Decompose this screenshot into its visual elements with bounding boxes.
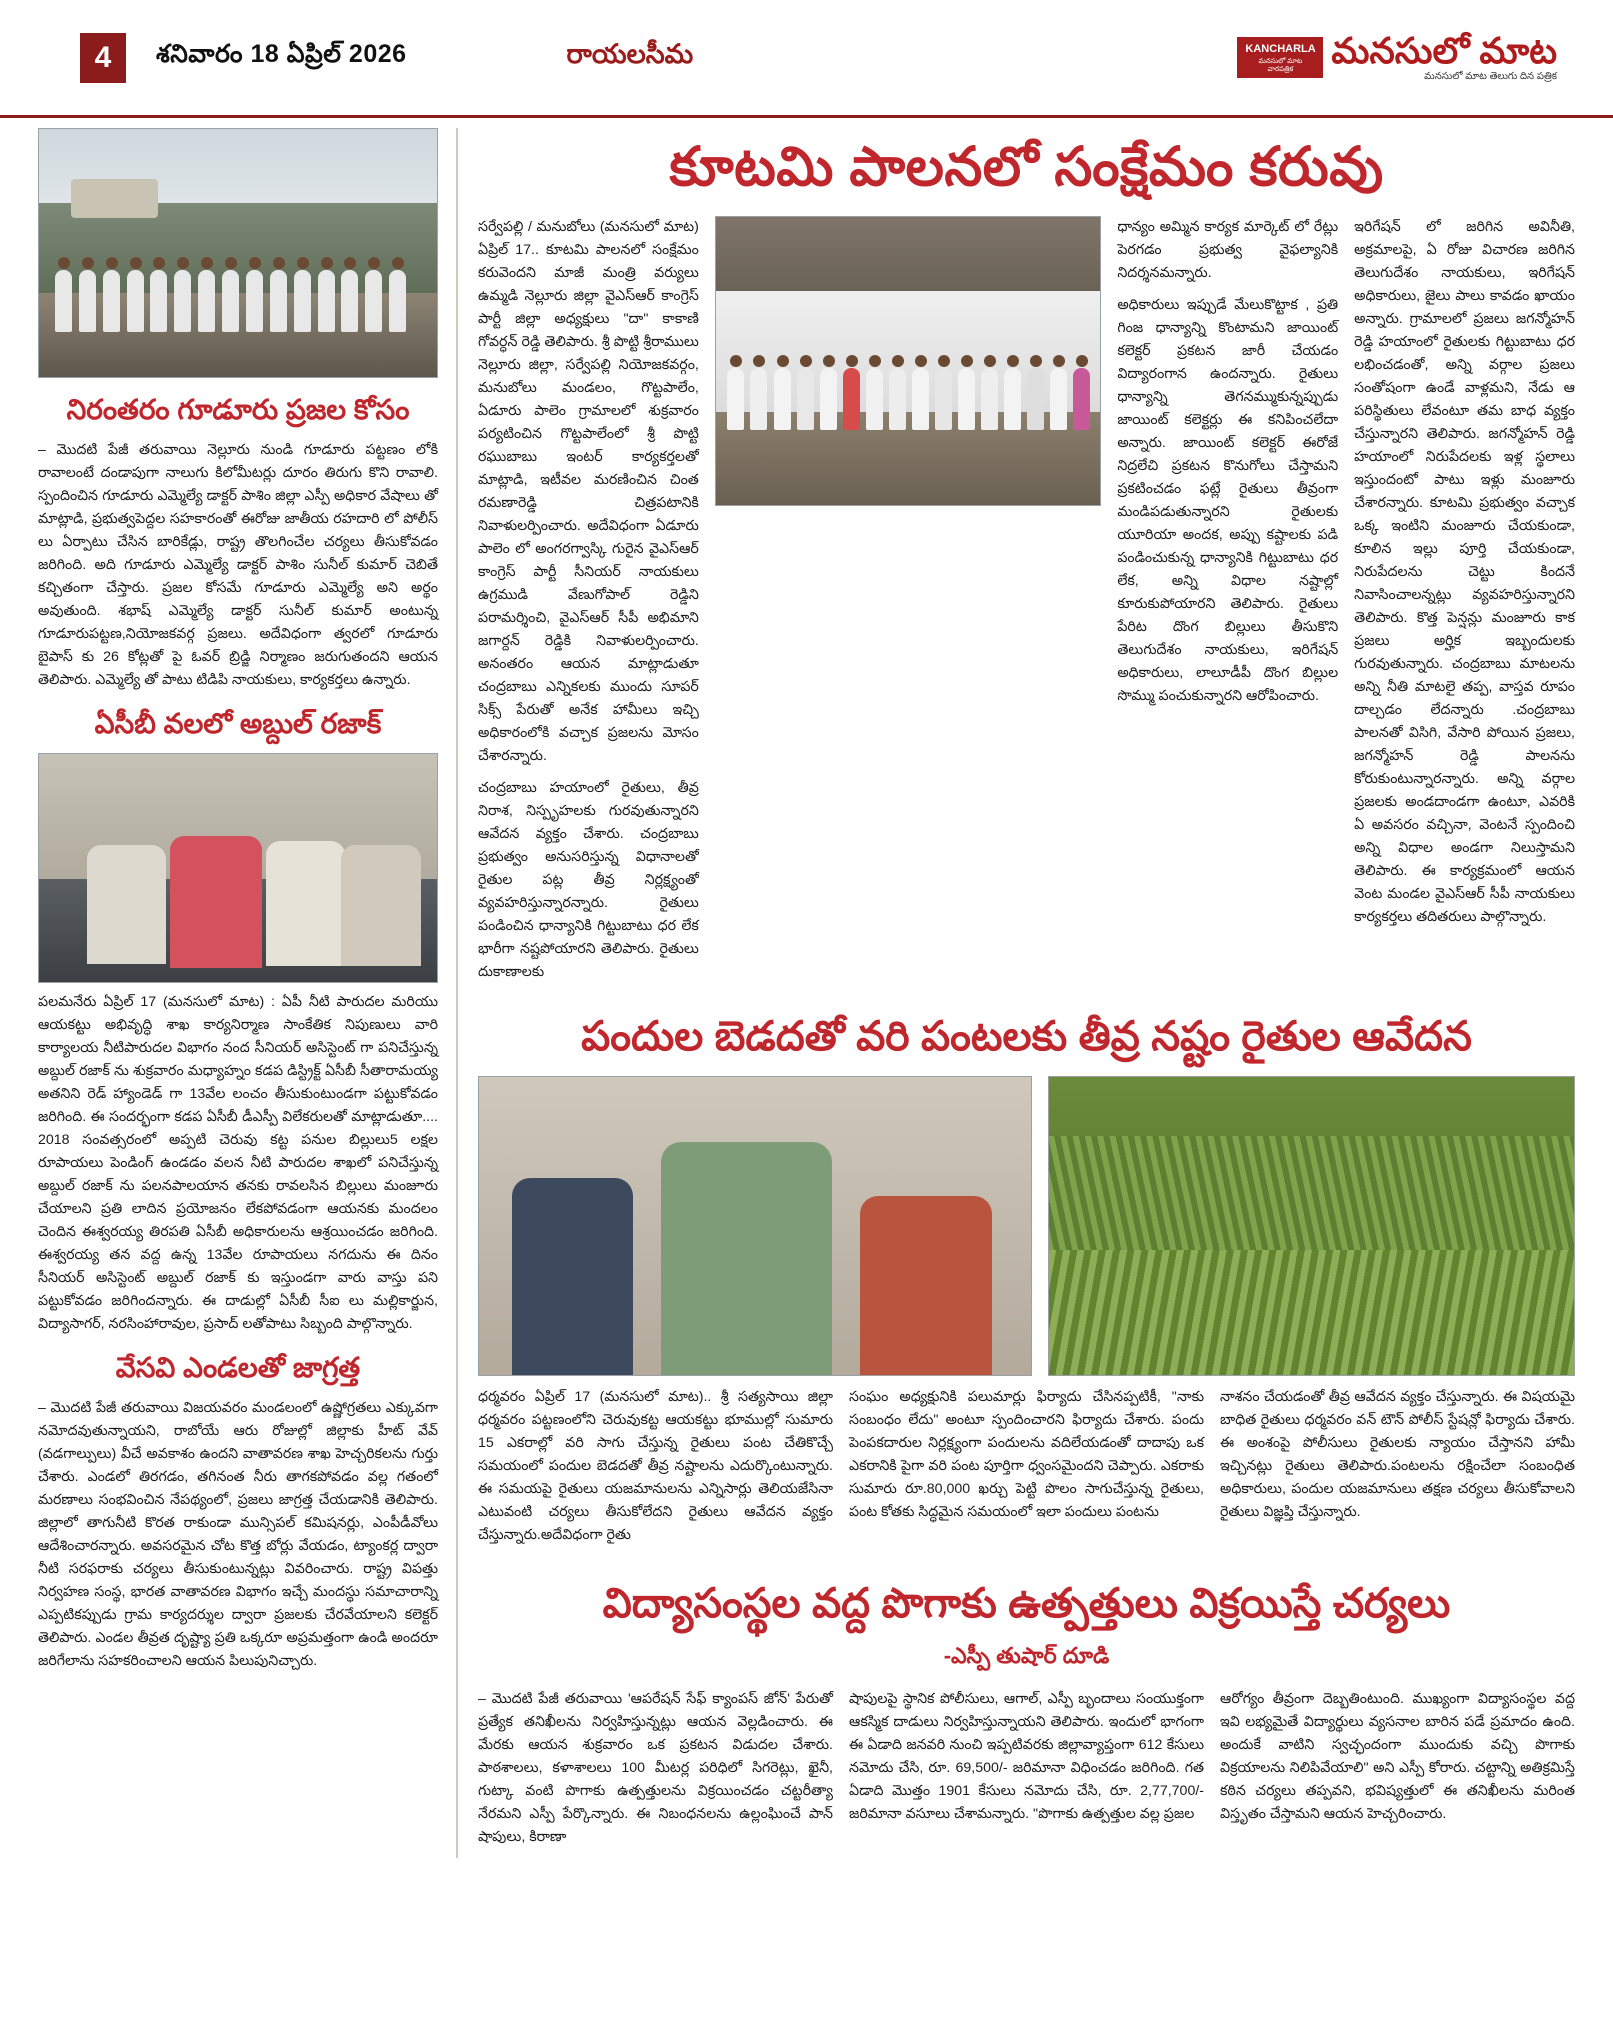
crops-photos (478, 1076, 1575, 1376)
article-crops-p1: ధర్మవరం ఏప్రిల్ 17 (మనసులో మాట).. శ్రీ సత్యసాయి జిల్లా ధర్మవరం పట్టణంలోని చెరువుకట్ట ఆయకట్టు భూముల్లో సుమారు 15 ఎకరాల్లో వరి సాగు చేస్తున్న రైతులు పంట చేతికొచ్చే సమయంలో పందుల బెడదతో తీవ్ర నష్టాలను ఎదుర్కొంటున్నారు. ఈ సమయపై రైతులు యజమానులను ఎన్నిసార్లు తెలియజేసినా ఎటువంటి చర్యలు తీసుకోలేదని రైతులు ఆవేదన వ్యక్తం చేస్తున్నారు.అదేవిధంగా రైతు (478, 1388, 833, 1543)
logo-brand-sub: మనసులో మాట వారపత్రిక (1258, 57, 1303, 73)
article-crops-p3: నాశనం చేయడంతో తీవ్ర ఆవేదన వ్యక్తం చేస్తున్నారు. ఈ విషయమై బాధిత రైతులు ధర్మవరం వన్ టౌన్ పోలీస్ స్టేషన్లో ఫిర్యాదు చేశారు. ఈ అంశంపై పోలీసులు రైతులకు న్యాయం చేస్తానని హామీ ఇచ్చినట్లు రైతులు తెలిపారు.పంటలను రక్షించేలా సంబంధిత అధికారులు, పందుల యజమానులు తక్షణ చర్యలు తీసుకోవాలని రైతులు విజ్ఞప్తి చేస్తున్నారు. (1220, 1388, 1575, 1520)
logo-badge (1237, 37, 1323, 78)
masthead (0, 0, 1613, 118)
edition-name: రాయలసీమ (566, 38, 694, 69)
photo-damaged-paddy (1048, 1076, 1575, 1376)
article-summer-heat-body: – మొదటి పేజీ తరువాయి విజయవరం మండలంలో ఉష్ణోగ్రతలు ఎక్కువగా నమోదవుతున్నాయని, రాబోయే ఆరు రోజుల్లో జిల్లాకు హీట్ వేవ్ (వడగాల్పులు) వీచే అవకాశం ఉందని వాతావరణ శాఖ హెచ్చరికలను గుర్తు చేశారు. ఎండలో తిరగడం, తగినంత నీరు తాగకపోవడం వల్ల గతంలో మరణాలు సంభవించిన నేపథ్యంలో, ప్రజలు జాగ్రత్త చేయడానికి తెలిపారు. జిల్లాలో తాగునీటి కొరత రాకుండా మున్సిపల్ కమిషనర్లు, ఎంపీడీవోలు ఆదేశించారన్నారు. అవసరమైన చోట కొత్త బోర్లు వేయడం, ట్యాంకర్ల ద్వారా నీటి సరఫరాకు చర్యలు తీసుకుంటున్నట్లు వివరించారు. రాష్ట్ర విపత్తు నిర్వహణ సంస్థ, భారత వాతావరణ విభాగం ఇచ్చే మందస్థు సమాచారాన్ని ఎప్పటికప్పుడు గ్రామ కార్యదర్శుల ద్వారా ప్రజలకు చేరవేయాలని కలెక్టర్ తెలిపారు. ఎండల తీవ్రత దృష్ట్యా ప్రతి ఒక్కరూ అప్రమత్తంగా ఉండి అందరూ జరిగేలాను సహకరించాలని ఆయన పిలుపునిచ్చారు. (38, 1400, 438, 1669)
right-column (458, 128, 1575, 1858)
logo-title-sub: మనసులో మాట తెలుగు దిన పత్రిక (1424, 71, 1557, 82)
article-main-p5: ఇరిగేషన్ లో జరిగిన అవినీతి, అక్రమాలపై, ఏ రోజు విచారణ జరిగిన తెలుగుదేశం నాయకులు, ఇరిగేషన్ అధికారులు, జైలు పాలు కావడం ఖాయం అన్నారు. గ్రామాలలో ప్రజలు జగన్మోహన్ రెడ్డి హయాంలో రైతులకు గిట్టుబాటు ధర లభించడంతో, అన్ని వర్గాల ప్రజలు సంతోషంగా ఉండే వాళ్లమని, నేడు ఆ పరిస్థితులు లేవంటూ తమ బాధ వ్యక్తం చేస్తున్నారని తెలిపారు. జగన్మోహన్ రెడ్డి హయాంలో నిరుపేదలకు ఇళ్ల స్థలాలు ఇస్తుందంటో పాటు ఇళ్లు మంజూరు చేశారన్నారు. కూటమి ప్రభుత్వం వచ్చాక ఒక్క ఇంటిని మంజూరు చేయకుండా, కూలిన ఇల్లు పూర్తి చేయకుండా, నిరుపేదలను చెట్టు కిందనే నివాసించాలన్నట్లు వ్యవహరిస్తున్నారని తెలిపారు. కొత్త పెన్షన్లు మంజూరు కాక ప్రజలు అర్హిక ఇబ్బందులకు గురవుతున్నారు. చంద్రబాబు మాటలను అన్ని నీతి మాటలై తప్ప, వాస్తవ రూపం దాల్చడం లేదన్నారు .చంద్రబాబు పాలనతో విసిగి, వేసారి పోయిన ప్రజలు, జగన్మోహన్ రెడ్డి పాలనను కోరుకుంటున్నారన్నారు. అన్ని వర్గాల ప్రజలకు అండదాండగా ఉంటూ, ఎవరికి ఏ అవసరం వచ్చినా, వెంటనే స్పందించి అన్ని విధాల అండగా నిలుస్తామని తెలిపారు. ఈ కార్యక్రమంలో ఆయన వెంట మండల వైఎస్ఆర్ సీపీ నాయకులు కార్యకర్తలు తదితరులు పాల్గొన్నారు. (1354, 218, 1575, 925)
newspaper-logo (1237, 30, 1557, 82)
article-acb-body: పలమనేరు ఏప్రిల్ 17 (మనసులో మాట) : ఏపీ నీటి పారుదల మరియు ఆయకట్టు అభివృద్ధి శాఖ కార్యనిర్మాణ సాంకేతిక నిపుణులు వారి కార్యాలయ నీటిపారుదల విభాగం నంద సీనియర్ అసిస్టెంట్ గా పనిచేస్తున్న అబ్దుల్ రజాక్ ను శుక్రవారం మధ్యాహ్నం కడప డిస్ట్రిక్ట్ ఏసీబీ సీతారామయ్య అతనిని రెడ్ హ్యాండెడ్ గా 13వేల లంచం తీసుకుంటుండగా పట్టుకోవడం జరిగింది. ఈ సందర్భంగా కడప ఏసీబీ డీఎస్పీ విలేకరులతో మాట్లాడుతూ.... 2018 సంవత్సరంలో అప్పటి చెరువు కట్ట పనుల బిల్లులు5 లక్షల రూపాయలు పెండింగ్ ఉండడం వలన నీటి పారుదల శాఖలో పనిచేస్తున్న అబ్దుల్ రజాక్ ను పలనపాలయాన తనకు రావలసిన బిల్లులు మంజూరు చేయాలని ప్రతి లాదిన ప్రయోజనం లేకపోవడంగా ఆయనకు మందలం చెందిన ఈశ్వరయ్య తిరపతి ఏసీబీ అధికారులను ఆశ్రయించడం జరిగింది. ఈశ్వరయ్య తన వద్ద ఉన్న 13వేల రూపాయలు నగదును ఈ దినం సీనియర్ అసిస్టెంట్ అబ్దుల్ రజాక్ కు ఇస్తుండగా వారు వాస్తు పని పట్టుకోవడం జరిగిందన్నారు. ఈ దాడుల్లో ఏసీబీ సీఐ లు మల్లికార్జున, విద్యాసాగర్, నరసింహారావుల, ప్రసాద్ లతోపాటు సిబ్బంది పాల్గొన్నారు. (38, 994, 438, 1332)
page-content (0, 118, 1613, 1878)
article-main-col1 (478, 216, 699, 993)
article-gudur-body: – మొదటి పేజీ తరువాయి నెల్లూరు నుండి గూడూరు పట్టణం లోకి రావాలంటే దండాపుగా నాలుగు కిలోమీటర్లు దూరం తిరుగు కొని రావాలి. స్పందించిన గూడూరు ఎమ్మెల్యే డాక్టర్ పాశిం జిల్లా ఎస్పీ అధికార వేషాలు తో మాట్లాడి, ప్రభుత్వపెద్దల సహకారంతో ఈరోజు జాతీయ రహదారి లో పోలీస్ లు ఏర్పాటు చేసిన బారికేడ్లు, రాష్ట్ర తొలగించేల చర్యలు తీసుకోవడం జరిగింది. అది గూడూరు ఎమ్మెల్యే డాక్టర్ పాశిం సునీల్ కుమార్ చెబితే కచ్చితంగా చేస్తారు. ప్రజల కోసమే గూడూరు ఎమ్మెల్యే అని అర్థం అవుతుంది. శభాష్ ఎమ్మెల్యే డాక్టర్ సునీల్ కుమార్ అంటున్న గూడూరుపట్టణ,నియోజకవర్గ ప్రజలు. అదేవిధంగా త్వరలో గూడూరు బైపాస్ కు 26 కోట్లతో పై ఓవర్ బ్రిడ్జి నిర్మాణం జరుగుతందని ఆయన తెలిపారు. ఎమ్మెల్యే తో పాటు టిడిపి నాయకులు, కార్యకర్తలు ఉన్నారు. (38, 442, 438, 688)
article-crops-p2: సంఘం అధ్యక్షునికి పలుమార్లు ఫిర్యాదు చేసినప్పటికీ, "నాకు సంబంధం లేదు" అంటూ స్పందించారని ఫిర్యాదు చేశారు. పందు పెంపకదారుల నిర్లక్ష్యంగా పందులను వదిలేయడంతో దాదాపు ఒక ఎకరానికి పైగా వరి పంట పూర్తిగా ధ్వంసమైందని చెప్పారు. ఎకరాకు సుమారు రూ.80,000 ఖర్చు పెట్టి పొలం సాగుచేస్తున్న రైతులు, పంట కోతకు సిద్ధమైన సమయంలో ఇలా పందులు పంటను (849, 1388, 1204, 1520)
logo-title: మనసులో మాట (1331, 30, 1557, 71)
article-main-col3 (1117, 216, 1338, 993)
headline-acb: ఏసీబీ వలలో అబ్దుల్ రజాక్ (94, 708, 382, 739)
photo-gudur-road (38, 128, 438, 378)
article-tobacco-col1 (478, 1688, 833, 1858)
article-tobacco-p1: – మొదటి పేజీ తరువాయి 'ఆపరేషన్ సేఫ్ క్యాంపస్ జోన్' పేరుతో ప్రత్యేక తనిఖీలను నిర్వహిస్తున్నట్లు ఆయన వెల్లడించారు. ఈ మేరకు ఆయన శుక్రవారం ఒక ప్రకటన విడుదల చేశారు. పాఠశాలలు, కళాశాలలు 100 మీటర్ల పరిధిలో సిగరెట్లు, ఖైనీ, గుట్కా వంటి పొగాకు ఉత్పత్తులను విక్రయించడం చట్టరీత్యా నేరమని ఎస్పీ పేర్కొన్నారు. ఈ నిబంధనలను ఉల్లంఘించే పాన్ షాపులు, కిరాణా (478, 1691, 833, 1845)
article-crops-col2 (849, 1386, 1204, 1556)
article-main (478, 216, 1575, 993)
article-main-col4 (1354, 216, 1575, 993)
article-tobacco-p3: ఆరోగ్యం తీవ్రంగా దెబ్బతింటుంది. ముఖ్యంగా విద్యాసంస్థల వద్ద ఇవి లభ్యమైతే విద్యార్థులు వ్యసనాల బారిన పడే ప్రమాదం ఉంది. అందుకే వాటిని స్వచ్ఛందంగా ముందుకు వచ్చి పొగాకు విక్రయాలను నిలిపివేయాలి" అని ఎస్పీ కోరారు. చట్టాన్ని అతిక్రమిస్తే కఠిన చర్యలు తప్పవని, భవిష్యత్తులో ఈ తనిఖీలను మరింత విస్తృతం చేస్తామని ఆయన హెచ్చరించారు. (1220, 1691, 1575, 1822)
photo-ysrcp-meeting (715, 216, 1101, 506)
headline-main-article: కూటమి పాలనలో సంక్షేమం కరువు (669, 137, 1384, 197)
article-tobacco (478, 1688, 1575, 1858)
headline-gudur: నిరంతరం గూడూరు ప్రజల కోసం (66, 394, 410, 425)
logo-title-wrap (1331, 30, 1557, 82)
headline-tobacco-article: విద్యాసంస్థల వద్ద పొగాకు ఉత్పత్తులు విక్రయిస్తే చర్యలు (602, 1579, 1451, 1626)
left-column (38, 128, 458, 1858)
article-tobacco-col2 (849, 1688, 1204, 1858)
article-crops (478, 1386, 1575, 1556)
headline-crops-article: పందుల బెడదతో వరి పంటలకు తీవ్ర నష్టం రైతుల ఆవేదన (581, 1012, 1472, 1059)
logo-brand: KANCHARLA (1245, 43, 1316, 56)
article-main-p4: అధికారులు ఇప్పుడే మేలుకొట్టాక , ప్రతి గింజ ధాన్యాన్ని కొంటామని జాయింట్ కలెక్టర్ ప్రకటన జారీ చేయడం విద్యారంగాన ఉందన్నారు. రైతులు ధాన్యాన్ని తెగనమ్ముకున్నప్పుడు జాయింట్ కలెక్టర్లు ఈ కనిపించలేదా అన్నారు. జాయింట్ కలెక్టర్ ఈరోజే నిద్రలేచి ప్రకటన కొనుగోలు చేస్తామని ప్రకటించడం ఫట్లే రైతులు తీవ్రంగా మండిపడుతున్నారని రైతులకు యూరియా అందక, అప్పు కష్టాలకు పడి పండించుకున్న ధాన్యానికి గిట్టుబాటు ధర లేక, అన్ని విధాల నష్టాల్లో కూరుకుపోయారని తెలిపారు. రైతులు పేరిట దొంగ బిల్లులు తీసుకొని తెలుగుదేశం నాయకులు, ఇరిగేషన్ అధికారులు, లాలూడీపీ దొంగ బిల్లుల సొమ్ము పంచుకున్నారని ఆరోపించారు. (1117, 296, 1339, 704)
article-crops-col3 (1220, 1386, 1575, 1556)
photo-farmer-family (478, 1076, 1032, 1376)
photo-people-group (39, 213, 437, 332)
article-tobacco-col3 (1220, 1688, 1575, 1858)
headline-summer-heat: వేసవి ఎండలతో జాగ్రత్త (115, 1352, 361, 1383)
article-crops-col1 (478, 1386, 833, 1556)
byline-tobacco-article: -ఎస్పీ తుషార్ దూడి (943, 1643, 1110, 1668)
article-tobacco-p2: షాపులపై స్థానిక పోలీసులు, ఆగాల్, ఎస్పీ బృందాలు సంయుక్తంగా ఆకస్మిక దాడులు నిర్వహిస్తున్నాయని తెలిపారు. ఇందులో భాగంగా ఈ ఏడాది జనవరి నుంచి ఇప్పటివరకు జిల్లావ్యాప్తంగా 612 కేసులు నమోదు చేసి, రూ. 69,500/- జరిమానా విధించడం జరిగింది. గత ఏడాది మొత్తం 1901 కేసులు నమోదు చేసి, రూ. 2,77,700/- జరిమానా వసూలు చేశామన్నారు. "పొగాకు ఉత్పత్తుల వల్ల ప్రజల (849, 1691, 1204, 1822)
article-main-col2 (715, 216, 1101, 993)
publication-date: శనివారం 18 ఏప్రిల్ 2026 (156, 40, 407, 68)
page-number: 4 (80, 33, 126, 83)
photo-acb-arrest (38, 753, 438, 983)
article-main-p1: సర్వేపల్లి / మనుబోలు (మనసులో మాట) ఏప్రిల్ 17.. కూటమి పాలనలో సంక్షేమం కరువెందని మాజీ మంత్రి వర్యులు ఉమ్మడి నెల్లూరు జిల్లా వైఎస్ఆర్ కాంగ్రెస్ పార్టీ జిల్లా అధ్యక్షులు "దా" కాకాణి గోవర్ధన్ రెడ్డి తెలిపారు. శ్రీ పొట్టి శ్రీరాములు నెల్లూరు జిల్లా, సర్వేపల్లి నియోజకవర్గం, మనుబోలు మండలం, గొట్టపాలేం, ఏడూరు పాలెం గ్రామాలలో శుక్రవారం పర్యటించిన గొట్టపాలేంలో శ్రీ పొట్టి రఘుబాబు ఇంటర్ కార్యకర్తలతో మాట్లాడి, ఇటీవల మరణించిన చింత రమణారెడ్డి చిత్రపటానికి నివాళులర్పించారు. అదేవిధంగా ఏడూరు పాలెం లో అంగరగ్వాస్కి గురైన వైఎస్ఆర్ కాంగ్రెస్ పార్టీ సీనియర్ నాయకులు ఉగ్రముడి వేణుగోపాల్ రెడ్డిని పరామర్శించి, వైఎస్ఆర్ సీపీ అభిమాని జగార్దన్ రెడ్డికి నివాళులర్పించారు. అనంతరం ఆయన మాట్లాడుతూ చంద్రబాబు ఎన్నికలకు ముందు సూపర్ సిక్స్ పేరుతో అనేక హామీలు ఇచ్చి అధికారంలోకి వచ్చాక ప్రజలను మోసం చేశారన్నారు. (478, 218, 699, 764)
article-main-p2: చంద్రబాబు హయాంలో రైతులు, తీవ్ర నిరాశ, నిస్పృహలకు గురవుతున్నారని ఆవేదన వ్యక్తం చేశారు. చంద్రబాబు ప్రభుత్వం అనుసరిస్తున్న విధానాలతో రైతుల పట్ల తీవ్ర నిర్లక్ష్యంతో వ్యవహరిస్తున్నారన్నారు. రైతులు పండించిన ధాన్యానికి గిట్టుబాటు ధర లేక భారీగా నష్టపోయారని తెలిపారు. రైతులు దుకాణాలకు (478, 779, 699, 980)
article-main-p3: ధాన్యం అమ్మిన కార్యక మార్కెట్ లో రేట్లు పెరగడం ప్రభుత్వ వైఫల్యానికి నిదర్శనమన్నారు. (1117, 218, 1339, 281)
